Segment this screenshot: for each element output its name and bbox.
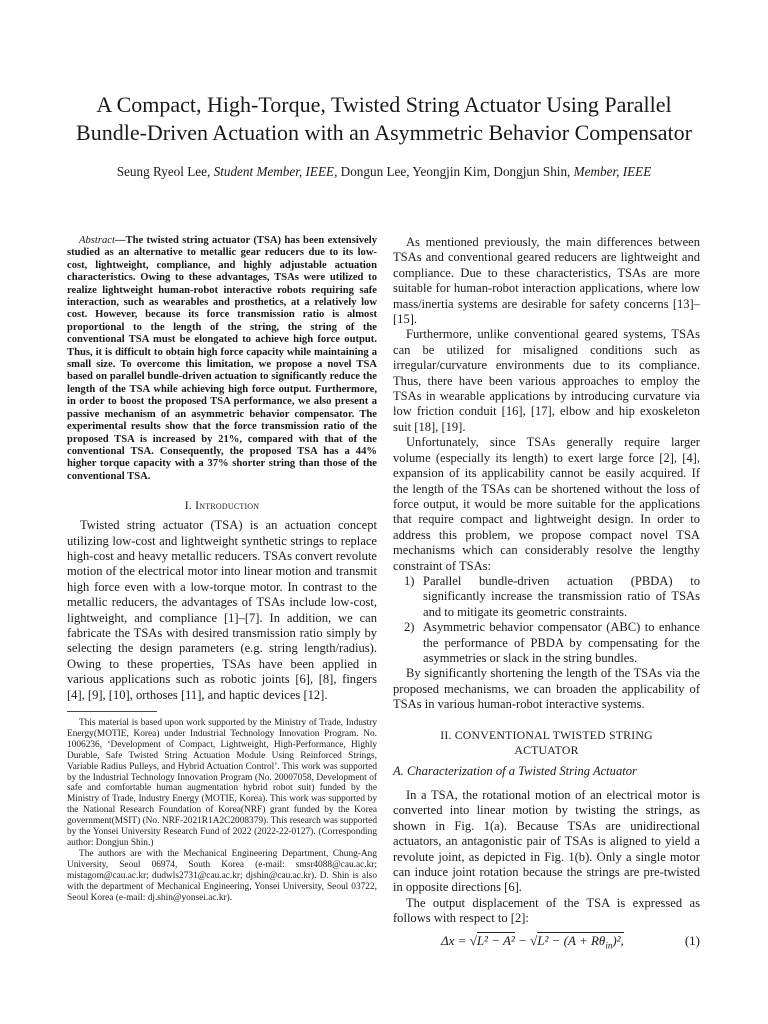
sqrt-icon: √ <box>530 932 538 948</box>
list-item <box>393 620 700 666</box>
intro-paragraph-1: Twisted string actuator (TSA) is an actuation concept utilizing low-cost and lightweight synthetic strings to replace high-cost and heavy metallic reducers. TSAs convert revolute motion of the electrical motor into linear motion and transmit high force even with a low-torque motor. In contrast to the metallic reducers, the advantages of TSAs include low-cost, lightweight, and compliance [1]–[7]. In addition, we can fabricate the TSAs with desired transmission ratio simply by selecting the design parameters (e.g. string length/radius). Owing to these properties, TSAs have been applied in various applications such as robotic joints [6], [8], fingers [4], [9], [10], orthoses [11], and haptic devices [12]. <box>67 518 377 702</box>
author-list <box>40 164 728 180</box>
right-paragraph-3: Unfortunately, since TSAs generally require larger volume (especially its length) to exert large force [2], [4], expansion of its applicability cannot be easily acquired. If the length of the TSAs can be shortened without the loss of force output, it would be more suitable for the applications that require compact and lightweight design. In order to address this problem, we propose compact novel TSA mechanisms which can considerably resolve the lengthy constraint of TSAs: <box>393 435 700 573</box>
section-2-line-2: ACTUATOR <box>514 742 579 757</box>
list-item-number: 2) <box>404 620 415 635</box>
equation-body <box>441 933 624 951</box>
right-paragraph-5: In a TSA, the rotational motion of an electrical motor is converted into linear motion by twisting the strings, as shown in Fig. 1(a). Because TSAs are unidirectional actuators, an antagonistic pair of TSAs is aligned to yield a revolute joint, as depicted in Fig. 1(b). Only a single motor can induce joint rotation because the strings are pre-twisted in opposite directions [6]. <box>393 788 700 895</box>
equation-lhs: Δx = <box>441 932 470 948</box>
authors-text-2: , Dongun Lee, Yeongjin Kim, Dongjun Shin, <box>334 164 574 179</box>
title-line-1: A Compact, High-Torque, Twisted String Actuator Using Parallel <box>96 92 672 117</box>
right-paragraph-2: Furthermore, unlike conventional geared systems, TSAs can be utilized for misaligned conditions such as irregular/curvature environments due to its compliance. Thus, there have been various approaches to employ the TSAs in wearable applications by introducing curvature via low friction conduit [16], [17], elbow and hip exoskeleton suit [18], [19]. <box>393 327 700 434</box>
right-paragraph-6: The output displacement of the TSA is expressed as follows with respect to [2]: <box>393 895 700 926</box>
footnote-affiliations: The authors are with the Mechanical Engineering Department, Chung-Ang University, Seoul 06974, South Korea (e-mail: smsr4088@cau.ac.kr; mistagom@cau.ac.kr; dudwls2731@cau.ac.kr; djshin@cau.ac.kr). D. Shin is also with the department of Mechanical Engineering, Yonsei University, Seoul 03722, Seoul Korea (e-mail: dj.shin@yonsei.ac.kr). <box>67 848 377 903</box>
footnote-rule <box>67 711 157 712</box>
equation-subscript: in <box>605 940 613 951</box>
title-line-2: Bundle-Driven Actuation with an Asymmetric Behavior Compensator <box>76 119 692 145</box>
equation-sqrt-2-body: L² − (A + Rθ <box>537 932 606 948</box>
abstract-text: The twisted string actuator (TSA) has been extensively studied as an alternative to metallic gear reducers due to its low-cost, lightweight, compliance, and highly adjustable actuation characteristics. Owing to these advantages, TSAs were utilized to realize lightweight human-robot interactive robots requiring safe interaction, such as wearables and prosthetics, at a relatively low cost. However, because its force transmission ratio is almost proportional to the length of the string, the string of the conventional TSA must be elongated to achieve high force output. Thus, it is difficult to obtain high force capacity while maintaining a small size. To overcome this limitation, we propose a novel TSA based on parallel bundle-driven actuation to significantly reduce the length of the TSA while achieving high force output. Furthermore, in order to boost the proposed TSA performance, we also present a passive mechanism of an asymmetric behavior compensator. The experimental results show that the force transmission ratio of the proposed TSA is increased by 21%, compared with that of the conventional TSA. Consequently, the proposed TSA has a 44% higher torque capacity with a 37% shorter string than those of the conventional TSA. <box>67 235 377 482</box>
section-2-line-1: II. CONVENTIONAL TWISTED STRING <box>440 727 653 742</box>
left-column <box>67 235 377 903</box>
equation-sqrt-2-tail: )², <box>612 932 624 948</box>
section-1-heading <box>67 498 377 513</box>
list-item <box>393 574 700 620</box>
sqrt-icon: √ <box>469 932 477 948</box>
authors-affil-2: Member, IEEE <box>573 164 652 179</box>
list-item-text: Asymmetric behavior compensator (ABC) to enhance the performance of PBDA by compensating for the asymmetries or slack in the string bundles. <box>423 620 700 665</box>
list-item-text: Parallel bundle-driven actuation (PBDA) to significantly increase the transmission ratio of TSAs and to mitigate its geometric constraints. <box>423 573 700 619</box>
right-column <box>393 235 700 951</box>
equation-sqrt-1: L² − A² <box>476 932 515 948</box>
right-paragraph-4: By significantly shortening the length of the TSAs via the proposed mechanisms, we can broaden the applicability of TSAs in various human-robot interactive systems. <box>393 666 700 712</box>
equation-number: (1) <box>684 932 700 948</box>
authors-affil-1: Student Member, IEEE <box>213 164 335 179</box>
list-item-number: 1) <box>404 573 415 588</box>
section-2-heading <box>393 728 700 758</box>
abstract-dash: — <box>114 235 126 246</box>
right-paragraph-1: As mentioned previously, the main differences between TSAs and conventional geared reducers are lightweight and compliance. Due to these characteristics, TSAs are more suitable for human-robot interaction applications, where low mass/inertia systems are desirable for safety concerns [13]–[15]. <box>393 235 700 327</box>
subsection-a-heading: A. Characterization of a Twisted String Actuator <box>393 763 637 778</box>
contribution-list <box>393 574 700 666</box>
equation-1 <box>393 933 700 951</box>
abstract <box>67 235 377 483</box>
section-1-number: I. <box>184 498 196 513</box>
equation-minus: − <box>514 932 531 948</box>
section-1-title: Introduction <box>195 498 260 513</box>
equation-sqrt-2 <box>537 932 624 951</box>
paper-title <box>60 91 708 146</box>
authors-text-1: Seung Ryeol Lee, <box>116 164 214 179</box>
footnote-funding: This material is based upon work supported by the Ministry of Trade, Industry Energy(MOTIE, Korea) under Industrial Technology Innovation Program. No. 1006236, ‘Development of Compact, Lightweight, High-Performance, Highly Durable, Safe Twisted String Actuation Module Using Reinforced Strings, Variable Radius Pulleys, and Hybrid Actuation Control’. This work was supported by the Industrial Technology Innovation Program (No. 20007058, Development of safe and comfortable human augmentation hybrid robot suit) funded by the Ministry of Trade, Industry Energy (MOTIE, Korea). This work was supported by the National Research Foundation of Korea(NRF) grant funded by the Korea government(MSIT) (No. NRF-2021R1A2C2008379). This research was supported by the Yonsei University Research Fund of 2022 (2022-22-0127). (Corresponding author: Dongjun Shin.) <box>67 718 377 848</box>
abstract-label: Abstract <box>79 235 115 246</box>
